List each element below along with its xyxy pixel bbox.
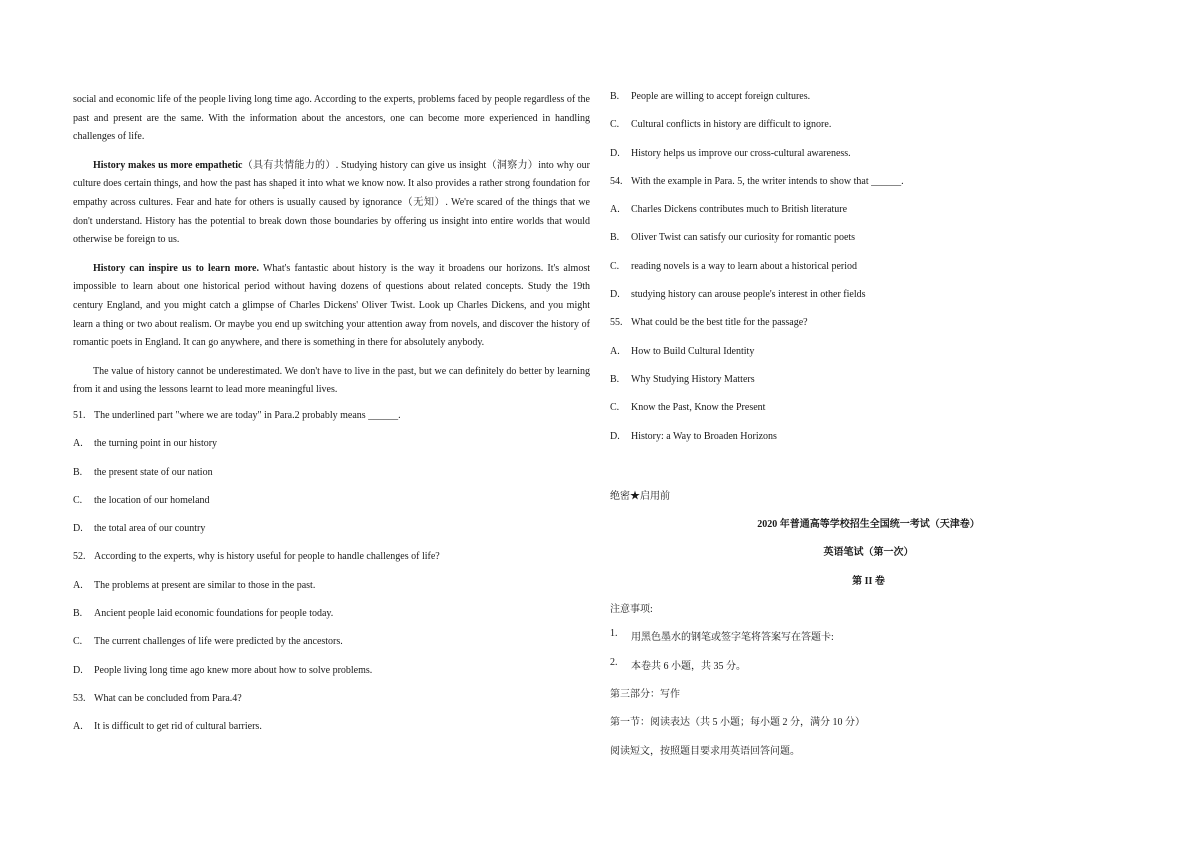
passage-paragraph-1: social and economic life of the people living long time ago. According to the experts, problems faced by people regardless of the past and present are the same. With the information about the ancestors, one can become more experienced in handling challenges of life. [73, 94, 590, 143]
option-text: Cultural conflicts in history are difficult to ignore. [631, 119, 832, 131]
option [73, 636, 590, 664]
option-letter: D. [610, 289, 620, 301]
question-number: 52. [73, 551, 86, 563]
option [73, 665, 590, 693]
option [73, 721, 590, 749]
option [610, 119, 1127, 147]
option-text: the turning point in our history [94, 438, 218, 450]
option [73, 580, 590, 608]
notice-item [610, 628, 1127, 656]
question-53 [73, 693, 590, 721]
option [610, 374, 1127, 402]
section-heading: 第一节：阅读表达（共 5 小题；每小题 2 分，满分 10 分） [610, 717, 865, 729]
option-letter: A. [73, 438, 83, 450]
notice-number: 1. [610, 628, 618, 640]
question-54 [610, 176, 1127, 204]
question-number: 55. [610, 317, 623, 329]
option-text: How to Build Cultural Identity [631, 345, 755, 357]
question-text: With the example in Para. 5, the writer intends to show that ______. [631, 175, 904, 187]
instruction-text: 阅读短文，按照题目要求用英语回答问题。 [610, 745, 800, 757]
question-51 [73, 410, 590, 438]
right-column [610, 91, 1127, 770]
option-text: studying history can arouse people's interest in other fields [631, 289, 866, 301]
option [73, 608, 590, 636]
option-text: Charles Dickens contributes much to British literature [631, 204, 848, 216]
option-text: Why Studying History Matters [631, 373, 755, 385]
confidential-mark: 绝密★启用前 [610, 490, 670, 502]
question-number: 53. [73, 692, 86, 704]
option-text: History: a Way to Broaden Horizons [631, 430, 777, 442]
question-number: 51. [73, 409, 86, 421]
option [610, 431, 1127, 459]
question-55 [610, 317, 1127, 345]
option-letter: A. [610, 345, 620, 357]
passage-paragraph-2 [73, 157, 590, 250]
option [610, 204, 1127, 232]
question-text: The underlined part "where we are today" in Para.2 probably means ______. [94, 409, 401, 421]
option [610, 232, 1127, 260]
option-text: the location of our homeland [94, 494, 210, 506]
option-letter: A. [610, 204, 620, 216]
option-text: Know the Past, Know the Present [631, 402, 766, 414]
option-text: It is difficult to get rid of cultural barriers. [94, 721, 262, 733]
option-letter: C. [73, 636, 83, 648]
notice-item [610, 657, 1127, 685]
passage-paragraph-3 [73, 260, 590, 353]
option-text: People are willing to accept foreign cultures. [631, 91, 811, 102]
notice-number: 2. [610, 656, 618, 668]
option [610, 261, 1127, 289]
paragraph-3-body: What's fantastic about history is the way it broadens our horizons. It's almost impossible to learn about one historical period without having dozens of questions about related concepts. Study the 19th century England, and you might catch a glimpse of Charles Dickens' Oliver Twist. Look up Charles Dickens, and you might learn a thing or two about realism. Or maybe you end up switching your attention away from novels, and discover the history of romantic poets in England. It can go anywhere, and there is something in there for absolutely anybody. [73, 262, 590, 349]
option-letter: C. [610, 402, 620, 414]
exam-title: 2020 年普通高等学校招生全国统一考试（天津卷） [757, 519, 980, 531]
option-letter: D. [610, 430, 620, 442]
option-text: History helps us improve our cross-cultural awareness. [631, 147, 851, 159]
option-letter: B. [610, 373, 620, 385]
question-text: What can be concluded from Para.4? [94, 692, 242, 704]
question-text: According to the experts, why is history useful for people to handle challenges of life? [94, 551, 440, 563]
notice-text: 用黑色墨水的钢笔或签字笔将答案写在答题卡: [631, 632, 834, 644]
paragraph-3-heading: History can inspire us to learn more. [93, 262, 259, 274]
option-letter: C. [610, 119, 620, 131]
option-text: The problems at present are similar to those in the past. [94, 579, 316, 591]
left-column [73, 91, 590, 749]
option-text: the present state of our nation [94, 466, 213, 478]
question-number: 54. [610, 175, 623, 187]
option [610, 402, 1127, 430]
option-letter: A. [73, 579, 83, 591]
question-text: What could be the best title for the passage? [631, 317, 808, 329]
option-text: the total area of our country [94, 523, 206, 535]
option-letter: B. [73, 607, 83, 619]
option-letter: A. [73, 721, 83, 733]
option [610, 91, 1127, 119]
option-letter: B. [610, 232, 620, 244]
option [73, 467, 590, 495]
option-letter: B. [610, 91, 620, 102]
passage-paragraph-4: The value of history cannot be underestimated. We don't have to live in the past, but we can definitely do better by learning from it and using the lessons learnt to lead more meaningful lives. [73, 365, 590, 396]
option [610, 148, 1127, 176]
paragraph-2-heading: History makes us more empathetic [93, 159, 243, 171]
option-letter: C. [73, 494, 83, 506]
option [610, 346, 1127, 374]
notice-text: 本卷共 6 小题，共 35 分。 [631, 660, 746, 672]
option [610, 289, 1127, 317]
option-text: The current challenges of life were predicted by the ancestors. [94, 636, 343, 648]
option-text: People living long time ago knew more about how to solve problems. [94, 664, 373, 676]
option-letter: C. [610, 260, 620, 272]
part-heading: 第三部分：写作 [610, 688, 680, 700]
option-letter: D. [73, 664, 83, 676]
notice-title: 注意事项: [610, 604, 653, 616]
option-letter: D. [73, 523, 83, 535]
option [73, 495, 590, 523]
option [73, 438, 590, 466]
option-text: Ancient people laid economic foundations for people today. [94, 607, 334, 619]
option [73, 523, 590, 551]
option-text: Oliver Twist can satisfy our curiosity for romantic poets [631, 232, 856, 244]
option-text: reading novels is a way to learn about a historical period [631, 260, 858, 272]
paragraph-2-body: （具有共情能力的）. Studying history can give us insight（洞察力）into why our culture does certain things, and how the past has shaped it into what we know now. It also provides a rather strong foundation for empathy across cultures. Fear and hate for others is usually caused by ignorance（无知）. We're scared of the things that we don't understand. History has the potential to break down those boundaries by offering us insight into entire worlds that would otherwise be foreign to us. [73, 159, 591, 246]
exam-subtitle: 英语笔试（第一次） [823, 547, 914, 559]
volume-label: 第 II 卷 [852, 575, 885, 587]
question-52 [73, 551, 590, 579]
option-letter: B. [73, 466, 83, 478]
option-letter: D. [610, 147, 620, 159]
